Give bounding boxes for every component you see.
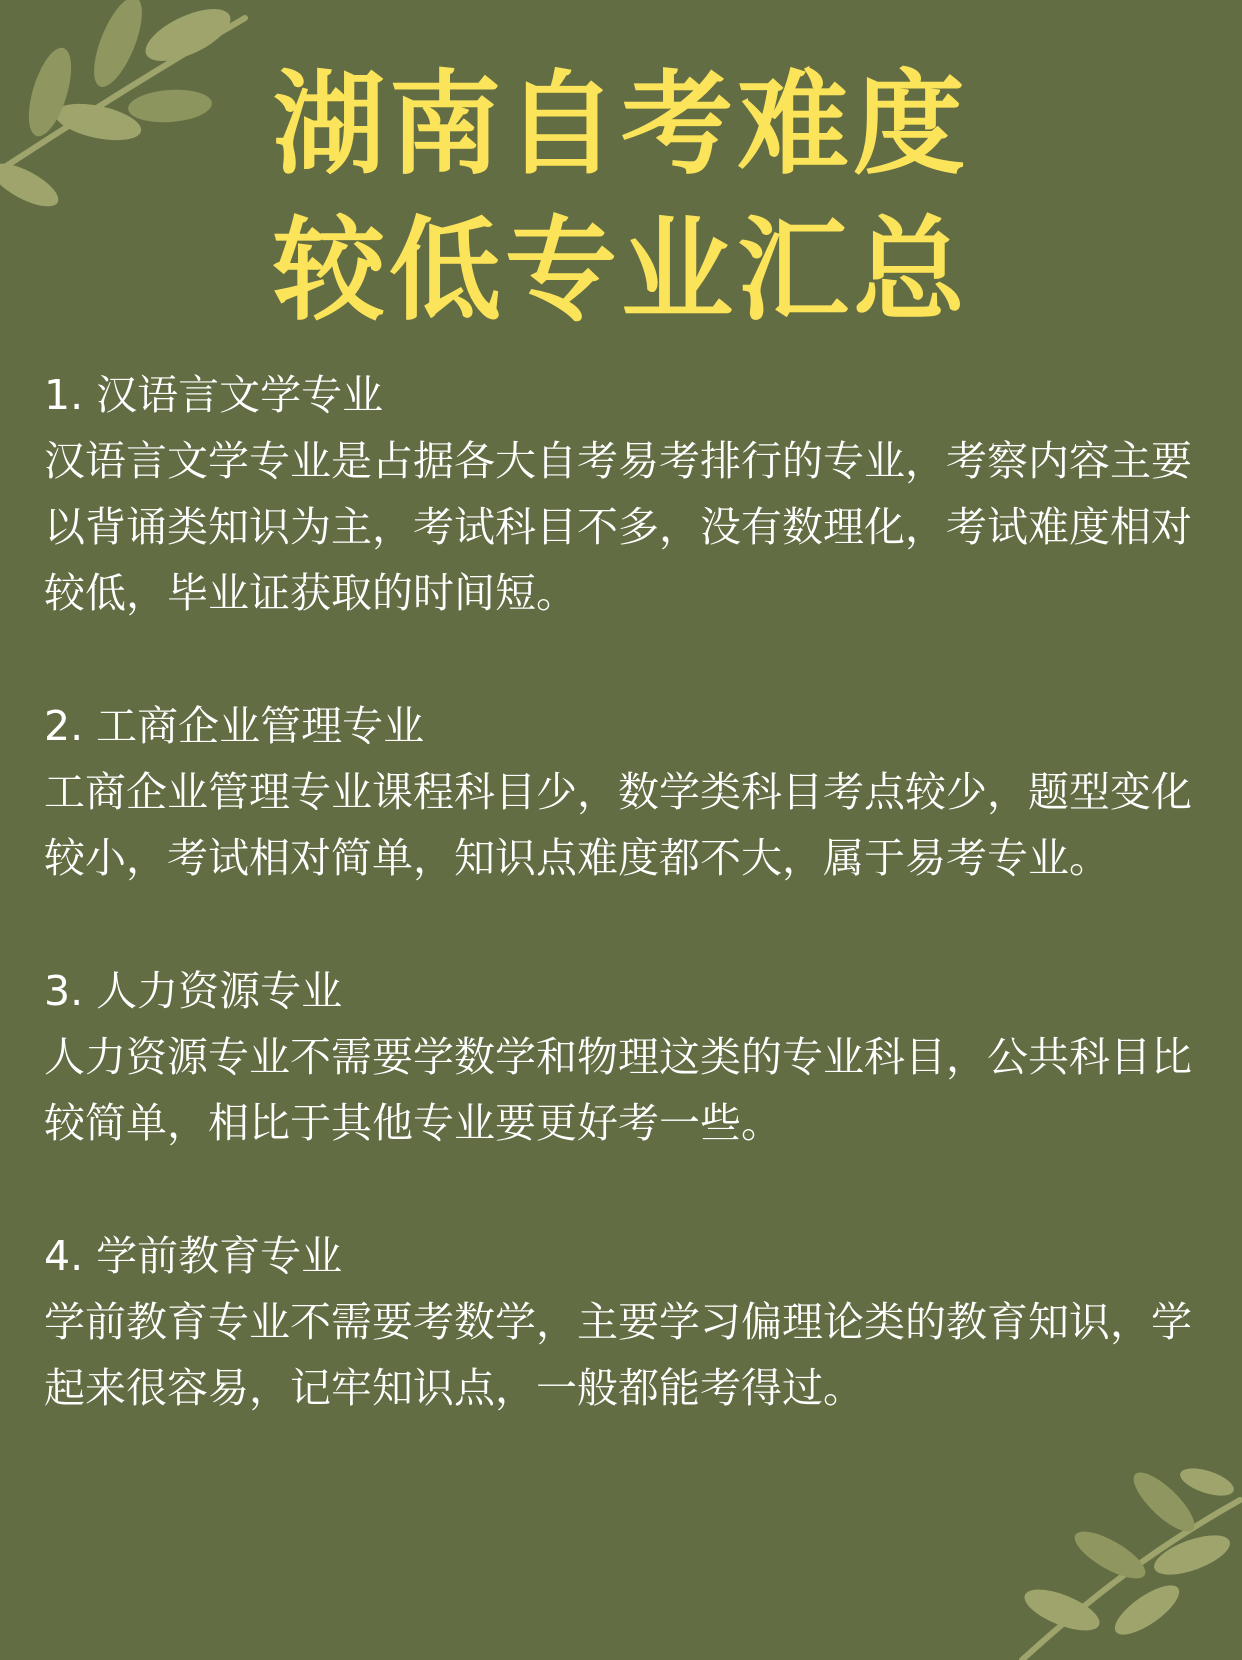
major-heading-3: 3. 人力资源专业 bbox=[44, 967, 343, 1015]
major-description-3: 人力资源专业不需要学数学和物理这类的专业科目，公共科目比较简单，相比于其他专业要更好考一些。 bbox=[44, 1033, 1192, 1147]
major-description-2: 工商企业管理专业课程科目少，数学类科目考点较少，题型变化较小，考试相对简单，知识点难度都不大，属于易考专业。 bbox=[44, 768, 1192, 882]
major-heading-4: 4. 学前教育专业 bbox=[44, 1232, 343, 1280]
major-section-3 bbox=[44, 958, 1204, 1156]
major-section-4 bbox=[44, 1223, 1204, 1421]
page-title-line-2: 较低专业汇总 bbox=[273, 206, 969, 336]
page-title bbox=[0, 52, 1242, 344]
major-heading-1: 1. 汉语言文学专业 bbox=[44, 371, 384, 419]
major-heading-2: 2. 工商企业管理专业 bbox=[44, 702, 425, 750]
major-section-1 bbox=[44, 362, 1204, 626]
major-section-2 bbox=[44, 693, 1204, 891]
major-description-1: 汉语言文学专业是占据各大自考易考排行的专业，考察内容主要以背诵类知识为主，考试科目不多，没有数理化，考试难度相对较低，毕业证获取的时间短。 bbox=[44, 437, 1192, 617]
page-title-line-1: 湖南自考难度 bbox=[273, 60, 969, 190]
leaf-branch-icon bbox=[982, 1460, 1242, 1660]
major-description-4: 学前教育专业不需要考数学，主要学习偏理论类的教育知识，学起来很容易，记牢知识点，一般都能考得过。 bbox=[44, 1298, 1192, 1412]
major-list bbox=[44, 362, 1204, 1488]
